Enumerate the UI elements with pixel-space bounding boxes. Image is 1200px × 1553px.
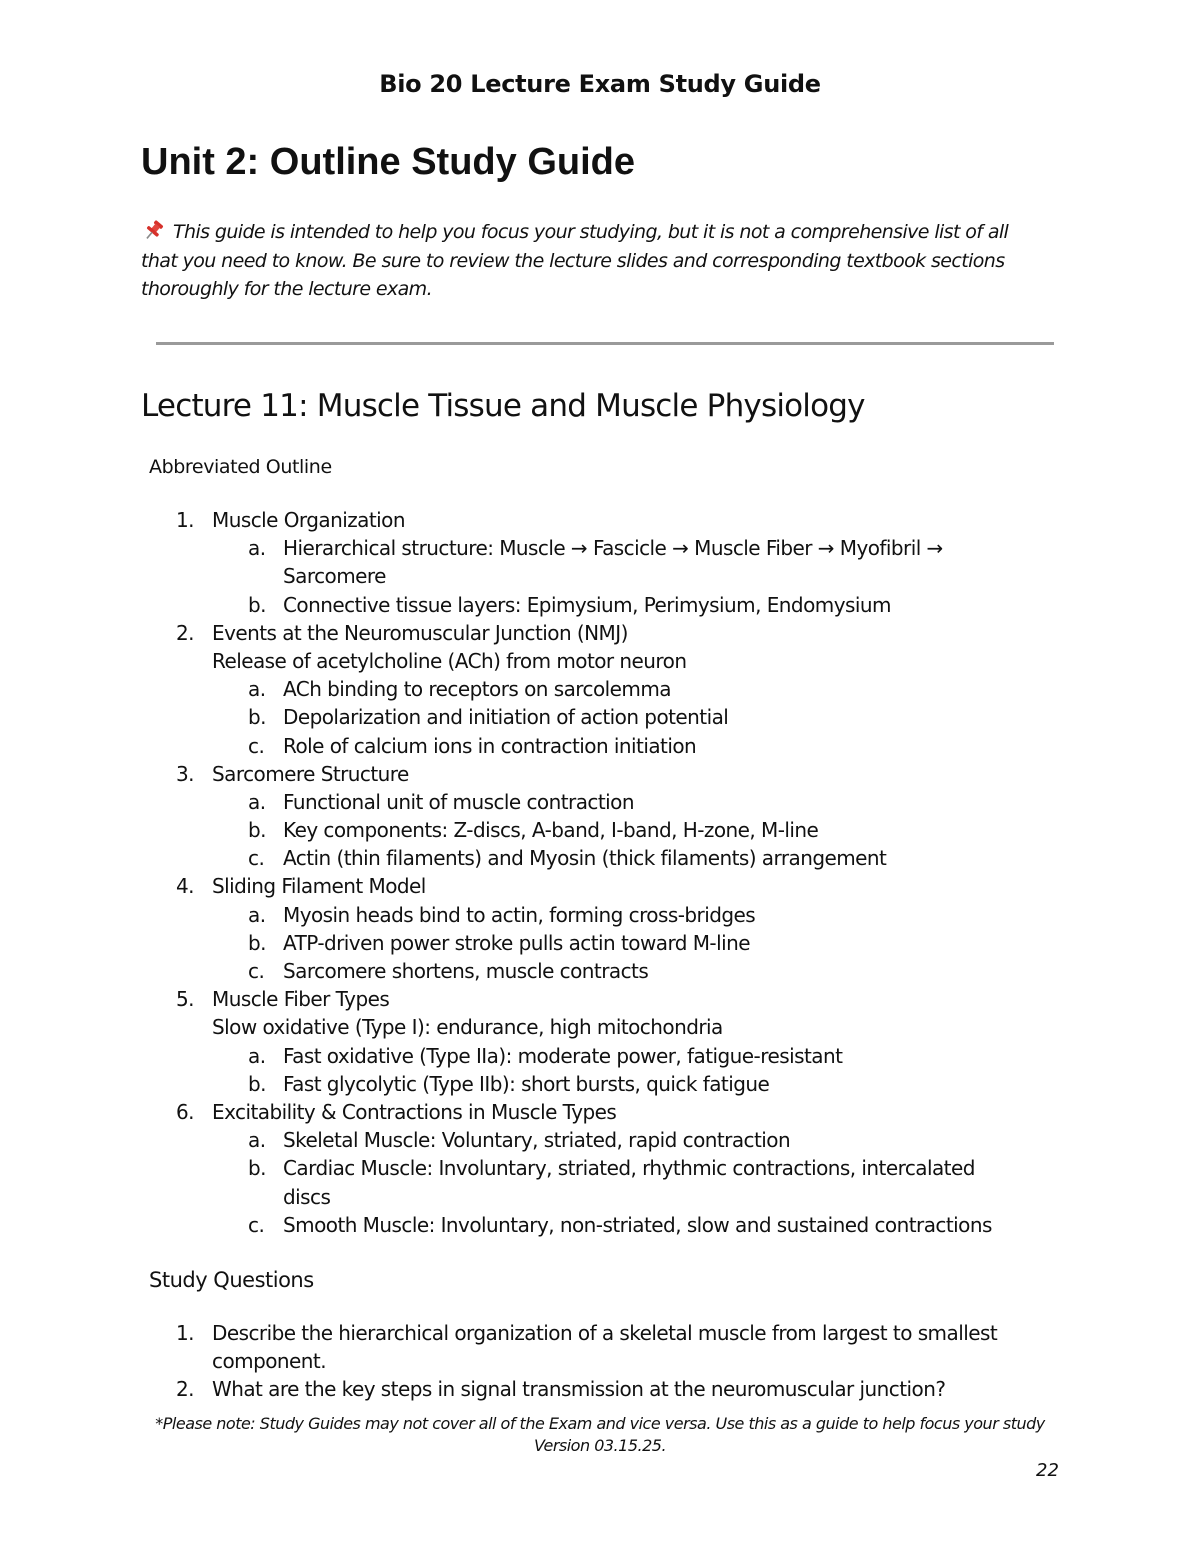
- item-text: Sliding Filament Model: [212, 874, 426, 899]
- item-letter: b.: [248, 1071, 266, 1096]
- item-text: Functional unit of muscle contraction: [283, 789, 634, 814]
- item-text: ATP-driven power stroke pulls actin toward M-line: [283, 930, 750, 955]
- item-letter: b.: [248, 1156, 266, 1181]
- item-text: Connective tissue layers: Epimysium, Perimysium, Endomysium: [283, 592, 891, 617]
- abbreviated-outline: [0, 506, 1200, 1239]
- document-header: Bio 20 Lecture Exam Study Guide: [379, 70, 821, 98]
- item-letter: c.: [248, 846, 265, 871]
- study-questions-list: [0, 1319, 1200, 1404]
- outline-item: [0, 732, 1200, 760]
- outline-item: [0, 534, 1200, 562]
- study-questions-label: Study Questions: [149, 1268, 314, 1292]
- item-number: 4.: [176, 874, 194, 899]
- unit-title: Unit 2: Outline Study Guide: [141, 141, 635, 183]
- item-number: 3.: [176, 761, 194, 786]
- item-text: Muscle Fiber Types: [212, 987, 390, 1012]
- item-number: 1.: [176, 1321, 194, 1345]
- section-divider: [156, 342, 1054, 345]
- note-line-1: This guide is intended to help you focus your studying, but it is not a comprehensive list of all: [173, 221, 1009, 243]
- item-number: 5.: [176, 987, 194, 1012]
- outline-item: [0, 929, 1200, 957]
- item-text: Cardiac Muscle: Involuntary, striated, rhythmic contractions, intercalated: [283, 1156, 975, 1181]
- outline-item: [0, 1183, 1200, 1211]
- item-number: 2.: [176, 620, 194, 645]
- footer-version: Version 03.15.25.: [533, 1436, 667, 1455]
- outline-item: [0, 788, 1200, 816]
- item-text: Release of acetylcholine (ACh) from motor neuron: [212, 648, 687, 673]
- item-text: Smooth Muscle: Involuntary, non-striated, slow and sustained contractions: [283, 1212, 992, 1237]
- item-letter: b.: [248, 705, 266, 730]
- outline-item: [0, 760, 1200, 788]
- item-text: Key components: Z-discs, A-band, I-band, H-zone, M-line: [283, 818, 819, 843]
- item-letter: b.: [248, 592, 266, 617]
- item-text: Muscle Organization: [212, 508, 405, 532]
- item-text: Fast glycolytic (Type IIb): short bursts, quick fatigue: [283, 1071, 770, 1096]
- item-text: Skeletal Muscle: Voluntary, striated, rapid contraction: [283, 1128, 791, 1153]
- outline-item: [0, 1126, 1200, 1154]
- outline-item: [0, 957, 1200, 985]
- item-text: Myosin heads bind to actin, forming cross-bridges: [283, 902, 756, 927]
- study-question-item: [0, 1319, 1200, 1347]
- outline-item: [0, 1211, 1200, 1239]
- outline-item: [0, 872, 1200, 900]
- footer-disclaimer: *Please note: Study Guides may not cover all of the Exam and vice versa. Use this as a guide to help focus your study: [155, 1414, 1045, 1433]
- item-letter: a.: [248, 1043, 266, 1068]
- outline-item: [0, 1154, 1200, 1182]
- footer-note: [0, 1413, 1200, 1457]
- outline-item: [0, 985, 1200, 1013]
- item-letter: a.: [248, 789, 266, 814]
- page-number: 22: [1036, 1460, 1059, 1481]
- outline-item: [0, 844, 1200, 872]
- item-number: 2.: [176, 1377, 194, 1402]
- item-text: Role of calcium ions in contraction initiation: [283, 733, 697, 758]
- item-text: Hierarchical structure: Muscle → Fascicle → Muscle Fiber → Myofibril →: [283, 536, 943, 561]
- item-text: Slow oxidative (Type I): endurance, high mitochondria: [212, 1015, 723, 1040]
- study-question-item: [0, 1375, 1200, 1403]
- outline-item: [0, 647, 1200, 675]
- item-text: component.: [212, 1349, 327, 1374]
- item-letter: c.: [248, 1212, 265, 1237]
- item-text: Events at the Neuromuscular Junction (NMJ): [212, 620, 628, 645]
- outline-item: [0, 901, 1200, 929]
- outline-item: [0, 591, 1200, 619]
- outline-item: [0, 562, 1200, 590]
- outline-item: [0, 675, 1200, 703]
- note-line-2: that you need to know. Be sure to review the lecture slides and corresponding textbook sections: [141, 249, 1005, 272]
- item-letter: a.: [248, 677, 266, 702]
- item-text: Describe the hierarchical organization of a skeletal muscle from largest to smallest: [212, 1321, 998, 1345]
- outline-item: [0, 816, 1200, 844]
- outline-item: [0, 703, 1200, 731]
- item-number: 1.: [176, 508, 194, 532]
- item-text: Sarcomere: [283, 564, 386, 589]
- item-text: Actin (thin filaments) and Myosin (thick filaments) arrangement: [283, 846, 887, 871]
- study-note: [141, 218, 1041, 304]
- item-text: Sarcomere shortens, muscle contracts: [283, 959, 649, 983]
- item-letter: a.: [248, 1128, 266, 1153]
- item-text: ACh binding to receptors on sarcolemma: [283, 677, 671, 702]
- outline-item: [0, 1098, 1200, 1126]
- item-text: Fast oxidative (Type IIa): moderate power, fatigue-resistant: [283, 1043, 843, 1068]
- outline-item: [0, 1013, 1200, 1041]
- item-text: Sarcomere Structure: [212, 761, 409, 786]
- item-text: Depolarization and initiation of action potential: [283, 705, 729, 730]
- outline-item: [0, 619, 1200, 647]
- pushpin-icon: [141, 219, 167, 241]
- item-letter: b.: [248, 818, 266, 843]
- item-letter: a.: [248, 902, 266, 927]
- study-question-item: [0, 1347, 1200, 1375]
- note-line-3: thoroughly for the lecture exam.: [141, 278, 433, 300]
- item-letter: c.: [248, 959, 265, 983]
- outline-item: [0, 506, 1200, 534]
- item-text: Excitability & Contractions in Muscle Types: [212, 1099, 617, 1124]
- item-text: What are the key steps in signal transmission at the neuromuscular junction?: [212, 1377, 946, 1402]
- item-letter: a.: [248, 536, 266, 561]
- outline-label: Abbreviated Outline: [149, 456, 332, 478]
- item-letter: b.: [248, 930, 266, 955]
- outline-item: [0, 1042, 1200, 1070]
- lecture-title: Lecture 11: Muscle Tissue and Muscle Physiology: [141, 388, 865, 424]
- item-text: discs: [283, 1184, 331, 1209]
- item-letter: c.: [248, 733, 265, 758]
- outline-item: [0, 1070, 1200, 1098]
- item-number: 6.: [176, 1099, 194, 1124]
